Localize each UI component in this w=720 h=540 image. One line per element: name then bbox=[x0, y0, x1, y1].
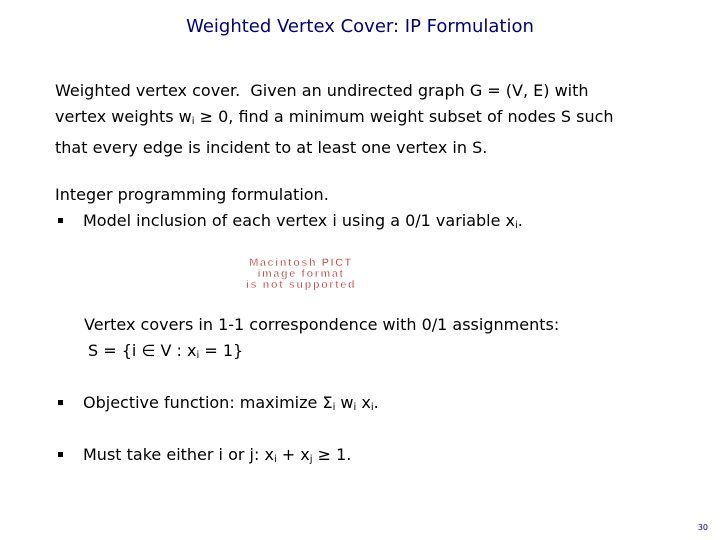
bullet3-c: ≥ 1. bbox=[312, 445, 352, 464]
intro-line-2 bbox=[55, 104, 655, 135]
intro-line-1 bbox=[55, 78, 655, 104]
corr-line2-sub: i bbox=[196, 350, 200, 361]
bullet-item-objective bbox=[58, 390, 379, 421]
corr-line2-b: = 1} bbox=[199, 341, 244, 360]
bullet2-c: x bbox=[356, 393, 371, 412]
intro-line2-b: ≥ 0, find a minimum weight subset of nodes S such bbox=[194, 107, 614, 126]
bullet1-end: . bbox=[517, 211, 523, 230]
bullet2-b: w bbox=[335, 393, 354, 412]
bullet2-sub1: i bbox=[332, 402, 336, 413]
correspondence-line-1: Vertex covers in 1-1 correspondence with 0/1 assignments: bbox=[84, 315, 560, 334]
correspondence-line-2 bbox=[88, 338, 243, 369]
bullet1-sub: i bbox=[515, 220, 518, 231]
bullet-square-icon bbox=[58, 218, 63, 223]
bullet3-sub2: j bbox=[309, 454, 313, 465]
bullet-item-model bbox=[58, 208, 523, 239]
ip-heading: Integer programming formulation. bbox=[55, 185, 329, 204]
bullet-square-icon bbox=[58, 400, 63, 405]
bullet3-b: + x bbox=[276, 445, 310, 464]
slide-title: Weighted Vertex Cover: IP Formulation bbox=[186, 16, 534, 37]
bullet-square-icon bbox=[58, 452, 63, 457]
intro-line2-a: vertex weights w bbox=[55, 107, 192, 126]
pict-line-3: is not supported bbox=[245, 279, 357, 290]
corr-line2-a: S = {i ∈ V : x bbox=[88, 341, 197, 360]
bullet3-a: Must take either i or j: x bbox=[83, 445, 274, 464]
pict-line-2: image format bbox=[257, 268, 345, 280]
page-number: 30 bbox=[697, 523, 708, 532]
bullet2-sub3: i bbox=[370, 402, 374, 413]
intro-lead: Weighted vertex cover. bbox=[55, 81, 241, 100]
intro-line-3: that every edge is incident to at least one vertex in S. bbox=[55, 138, 488, 157]
bullet3-sub1: i bbox=[273, 454, 277, 465]
pict-placeholder-graphic bbox=[148, 256, 454, 290]
bullet2-sub2: i bbox=[353, 402, 357, 413]
intro-line2-sub: i bbox=[191, 116, 195, 127]
intro-paragraph bbox=[55, 78, 655, 161]
bullet1-text: Model inclusion of each vertex i using a 0/1 variable x bbox=[83, 211, 516, 230]
bullet2-d: . bbox=[373, 393, 379, 412]
pict-placeholder-image bbox=[148, 256, 454, 290]
bullet2-a: Objective function: maximize Σ bbox=[83, 393, 333, 412]
pict-line-1: Macintosh PICT bbox=[249, 257, 353, 269]
bullet-item-constraint bbox=[58, 442, 351, 473]
intro-line1-rest: Given an undirected graph G = (V, E) with bbox=[250, 81, 589, 100]
